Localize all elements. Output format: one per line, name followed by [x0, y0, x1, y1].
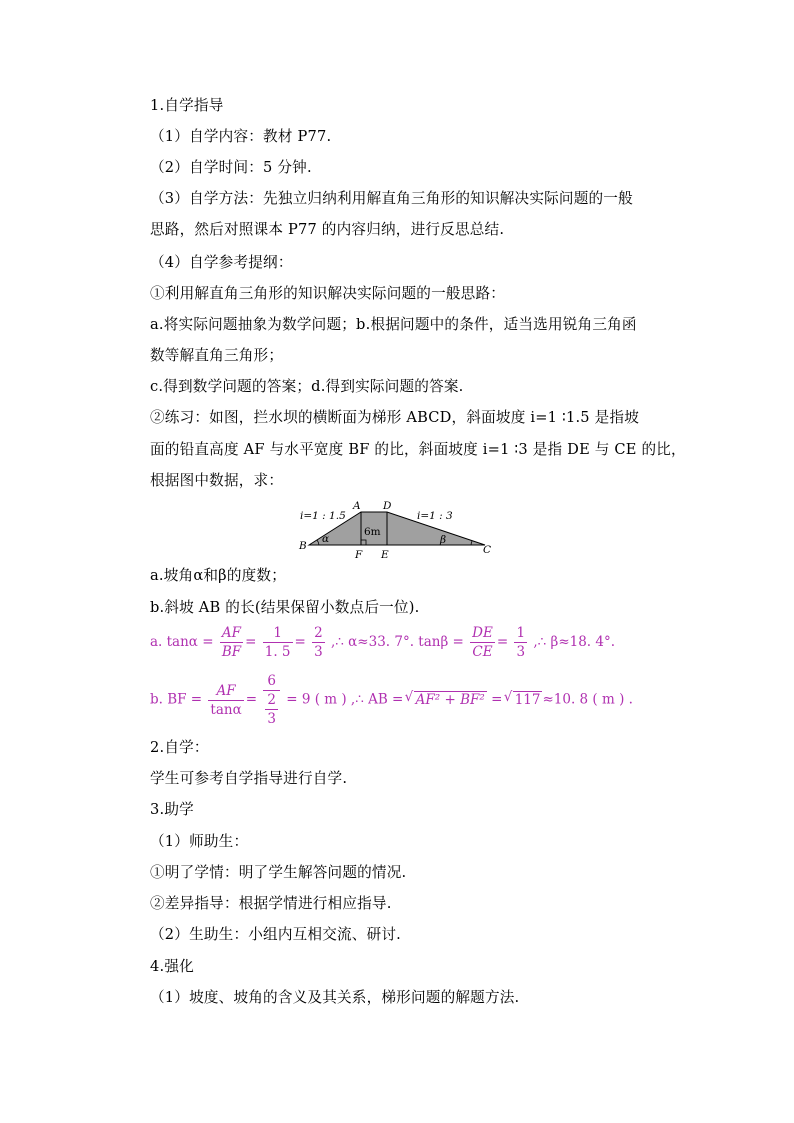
- text-line: 学生可参考自学指导进行自学.: [150, 770, 348, 787]
- text-line: 根据图中数据，求：: [150, 472, 284, 489]
- text-line: ②差异指导：根据学情进行相应指导.: [150, 895, 392, 912]
- point-f: F: [355, 549, 363, 561]
- dam-cross-section-figure: [295, 497, 500, 562]
- heading-self-study-guide: 1.自学指导: [150, 97, 224, 114]
- slope-right-label: i=1 : 3: [417, 510, 453, 522]
- answer-b-prefix: b. BF =: [150, 691, 203, 708]
- point-e: E: [381, 549, 389, 561]
- slope-left-label: i=1 : 1.5: [300, 510, 346, 522]
- heading-assist: 3.助学: [150, 801, 194, 818]
- fraction-de-ce: $\frac{DE}{CE}$: [472, 625, 493, 660]
- text-line: ②练习：如图，拦水坝的横断面为梯形 ABCD，斜面坡度 i=1 ∶1.5 是指坡: [150, 409, 639, 426]
- heading-self-study: 2.自学：: [150, 739, 209, 756]
- text-line: 思路，然后对照课本 P77 的内容归纳，进行反思总结.: [150, 221, 505, 238]
- beta-label: β: [440, 534, 447, 546]
- answer-a-alpha-result: ,∴ α≈33. 7°. tanβ =: [331, 634, 464, 650]
- text-line: （2）生助生：小组内互相交流、研讨.: [150, 926, 402, 943]
- text-line: ①利用解直角三角形的知识解决实际问题的一般思路：: [150, 285, 506, 302]
- text-line: （2）自学时间：5 分钟.: [150, 159, 312, 176]
- text-line: 面的铅直高度 AF 与水平宽度 BF 的比，斜面坡度 i=1 ∶3 是指 DE 与 CE 的比，: [150, 441, 686, 458]
- answer-a-beta-result: ,∴ β≈18. 4°.: [533, 634, 616, 650]
- text-line: a.将实际问题抽象为数学问题；b.根据问题中的条件，适当选用锐角三角函: [150, 316, 637, 333]
- fraction-1-1-5: $\frac{1}{1. 5}$: [264, 625, 291, 660]
- text-line: （1）师助生：: [150, 833, 249, 850]
- heading-reinforce: 4.强化: [150, 958, 194, 975]
- answer-a-prefix: a. tanα =: [150, 634, 214, 650]
- text-line: 数等解直角三角形；: [150, 347, 284, 364]
- fraction-1-3: $\frac{1}{3}$: [516, 625, 526, 660]
- text-line: b.斜坡 AB 的长(结果保留小数点后一位).: [150, 599, 420, 616]
- vertex-a: A: [353, 500, 361, 512]
- text-line: （1）自学内容：教材 P77.: [150, 128, 332, 145]
- vertex-d: D: [383, 500, 392, 512]
- answer-b-mid: = 9 ( m ) ,∴ AB =: [286, 691, 404, 708]
- text-line: （3）自学方法：先独立归纳利用解直角三角形的知识解决实际问题的一般: [150, 190, 633, 207]
- answer-b-formula: b. BF = $\frac{AF}{\tan\alpha}$ = 6 2 3 = 9 ( m ) ,∴ AB = √ AF² + BF² = √ 117 ≈10. 8 ( m ) .: [150, 672, 633, 728]
- text-line: （4）自学参考提纲：: [150, 254, 293, 271]
- answer-a-formula: a. tanα = $\frac{AF}{BF}$ = $\frac{1}{1. 5}$ = $\frac{2}{3}$ ,∴ α≈33. 7°. tanβ = $\frac{DE}{CE}$ = $\frac{1}{3}$ ,∴ β≈18. 4°.: [150, 625, 616, 660]
- text-line: a.坡角α和β的度数；: [150, 567, 286, 584]
- fraction-2-3: $\frac{2}{3}$: [314, 625, 323, 660]
- fraction-af-tan: $\frac{AF}{\tan\alpha}$: [210, 682, 242, 718]
- sqrt-117: √ 117: [513, 691, 543, 708]
- fraction-6-over-2-3: 6 2 3: [263, 672, 280, 728]
- sqrt-af-bf: √ AF² + BF²: [414, 691, 487, 708]
- text-line: c.得到数学问题的答案；d.得到实际问题的答案.: [150, 378, 464, 395]
- vertex-c: C: [483, 544, 492, 556]
- fraction-af-bf: $\frac{AF}{BF}$: [221, 625, 242, 660]
- answer-b-end: ≈10. 8 ( m ) .: [542, 691, 633, 708]
- height-label: 6m: [364, 526, 381, 538]
- text-line: （1）坡度、坡角的含义及其关系，梯形问题的解题方法.: [150, 989, 520, 1006]
- vertex-b: B: [299, 540, 307, 552]
- alpha-label: α: [322, 533, 330, 545]
- text-line: ①明了学情：明了学生解答问题的情况.: [150, 864, 407, 881]
